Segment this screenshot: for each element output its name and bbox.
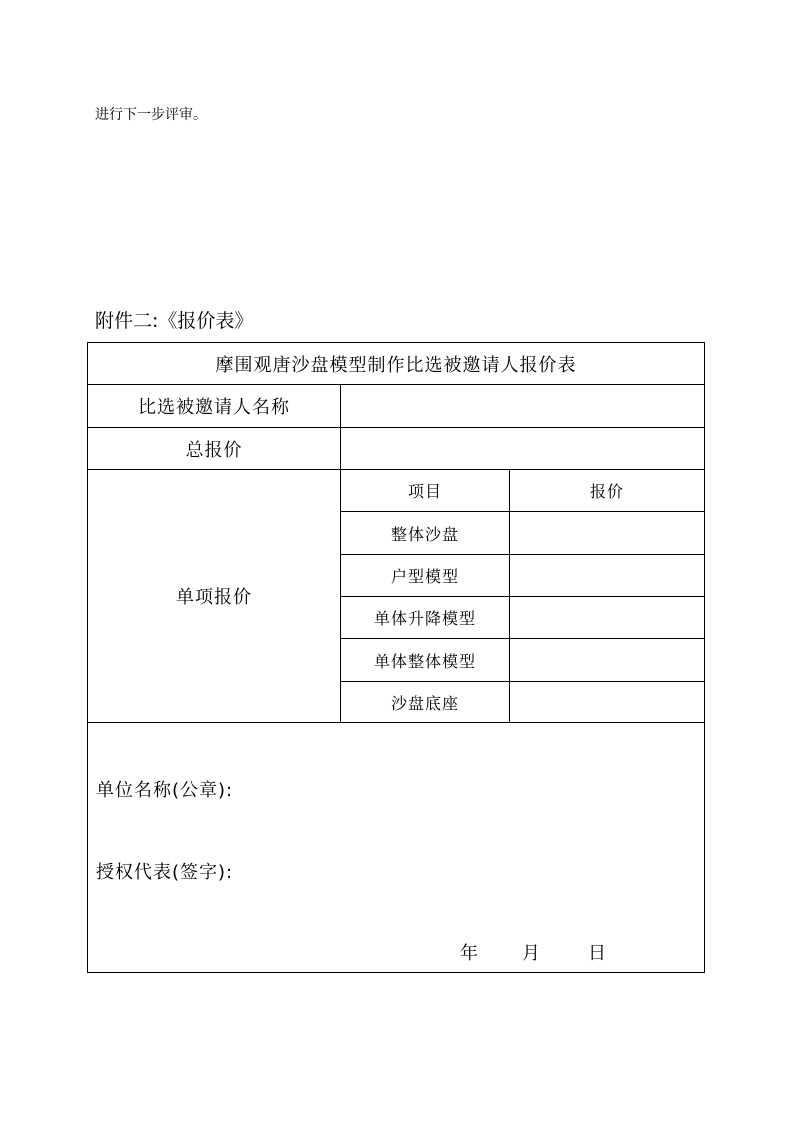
item-name: 单体升降模型 — [373, 609, 476, 628]
intro-text: 进行下一步评审。 — [95, 107, 207, 123]
total-price-label: 总报价 — [185, 439, 243, 461]
item-price[interactable] — [510, 555, 704, 596]
item-price[interactable] — [510, 597, 704, 638]
itemized-price-label: 单项报价 — [176, 587, 252, 608]
bidder-name-value[interactable] — [341, 385, 704, 427]
item-price[interactable] — [510, 639, 704, 681]
unit-name-label: 单位名称(公章): — [96, 780, 234, 801]
quotation-form — [87, 342, 705, 973]
item-price[interactable] — [510, 512, 704, 554]
item-price[interactable] — [510, 682, 704, 722]
item-column-header: 项目 — [407, 482, 442, 501]
bidder-name-label: 比选被邀请人名称 — [138, 397, 290, 418]
table-title: 摩围观唐沙盘模型制作比选被邀请人报价表 — [215, 354, 577, 376]
row-divider — [88, 722, 704, 723]
representative-label: 授权代表(签字): — [96, 862, 234, 883]
annex-title: 附件二:《报价表》 — [95, 310, 254, 332]
total-price-value[interactable] — [341, 428, 704, 469]
item-name: 户型模型 — [390, 567, 459, 586]
price-column-header: 报价 — [589, 482, 624, 501]
day-label: 日 — [588, 943, 606, 964]
year-label: 年 — [460, 943, 478, 964]
item-name: 整体沙盘 — [390, 524, 459, 544]
item-name: 单体整体模型 — [373, 651, 476, 671]
item-name: 沙盘底座 — [390, 693, 459, 713]
month-label: 月 — [522, 943, 540, 964]
